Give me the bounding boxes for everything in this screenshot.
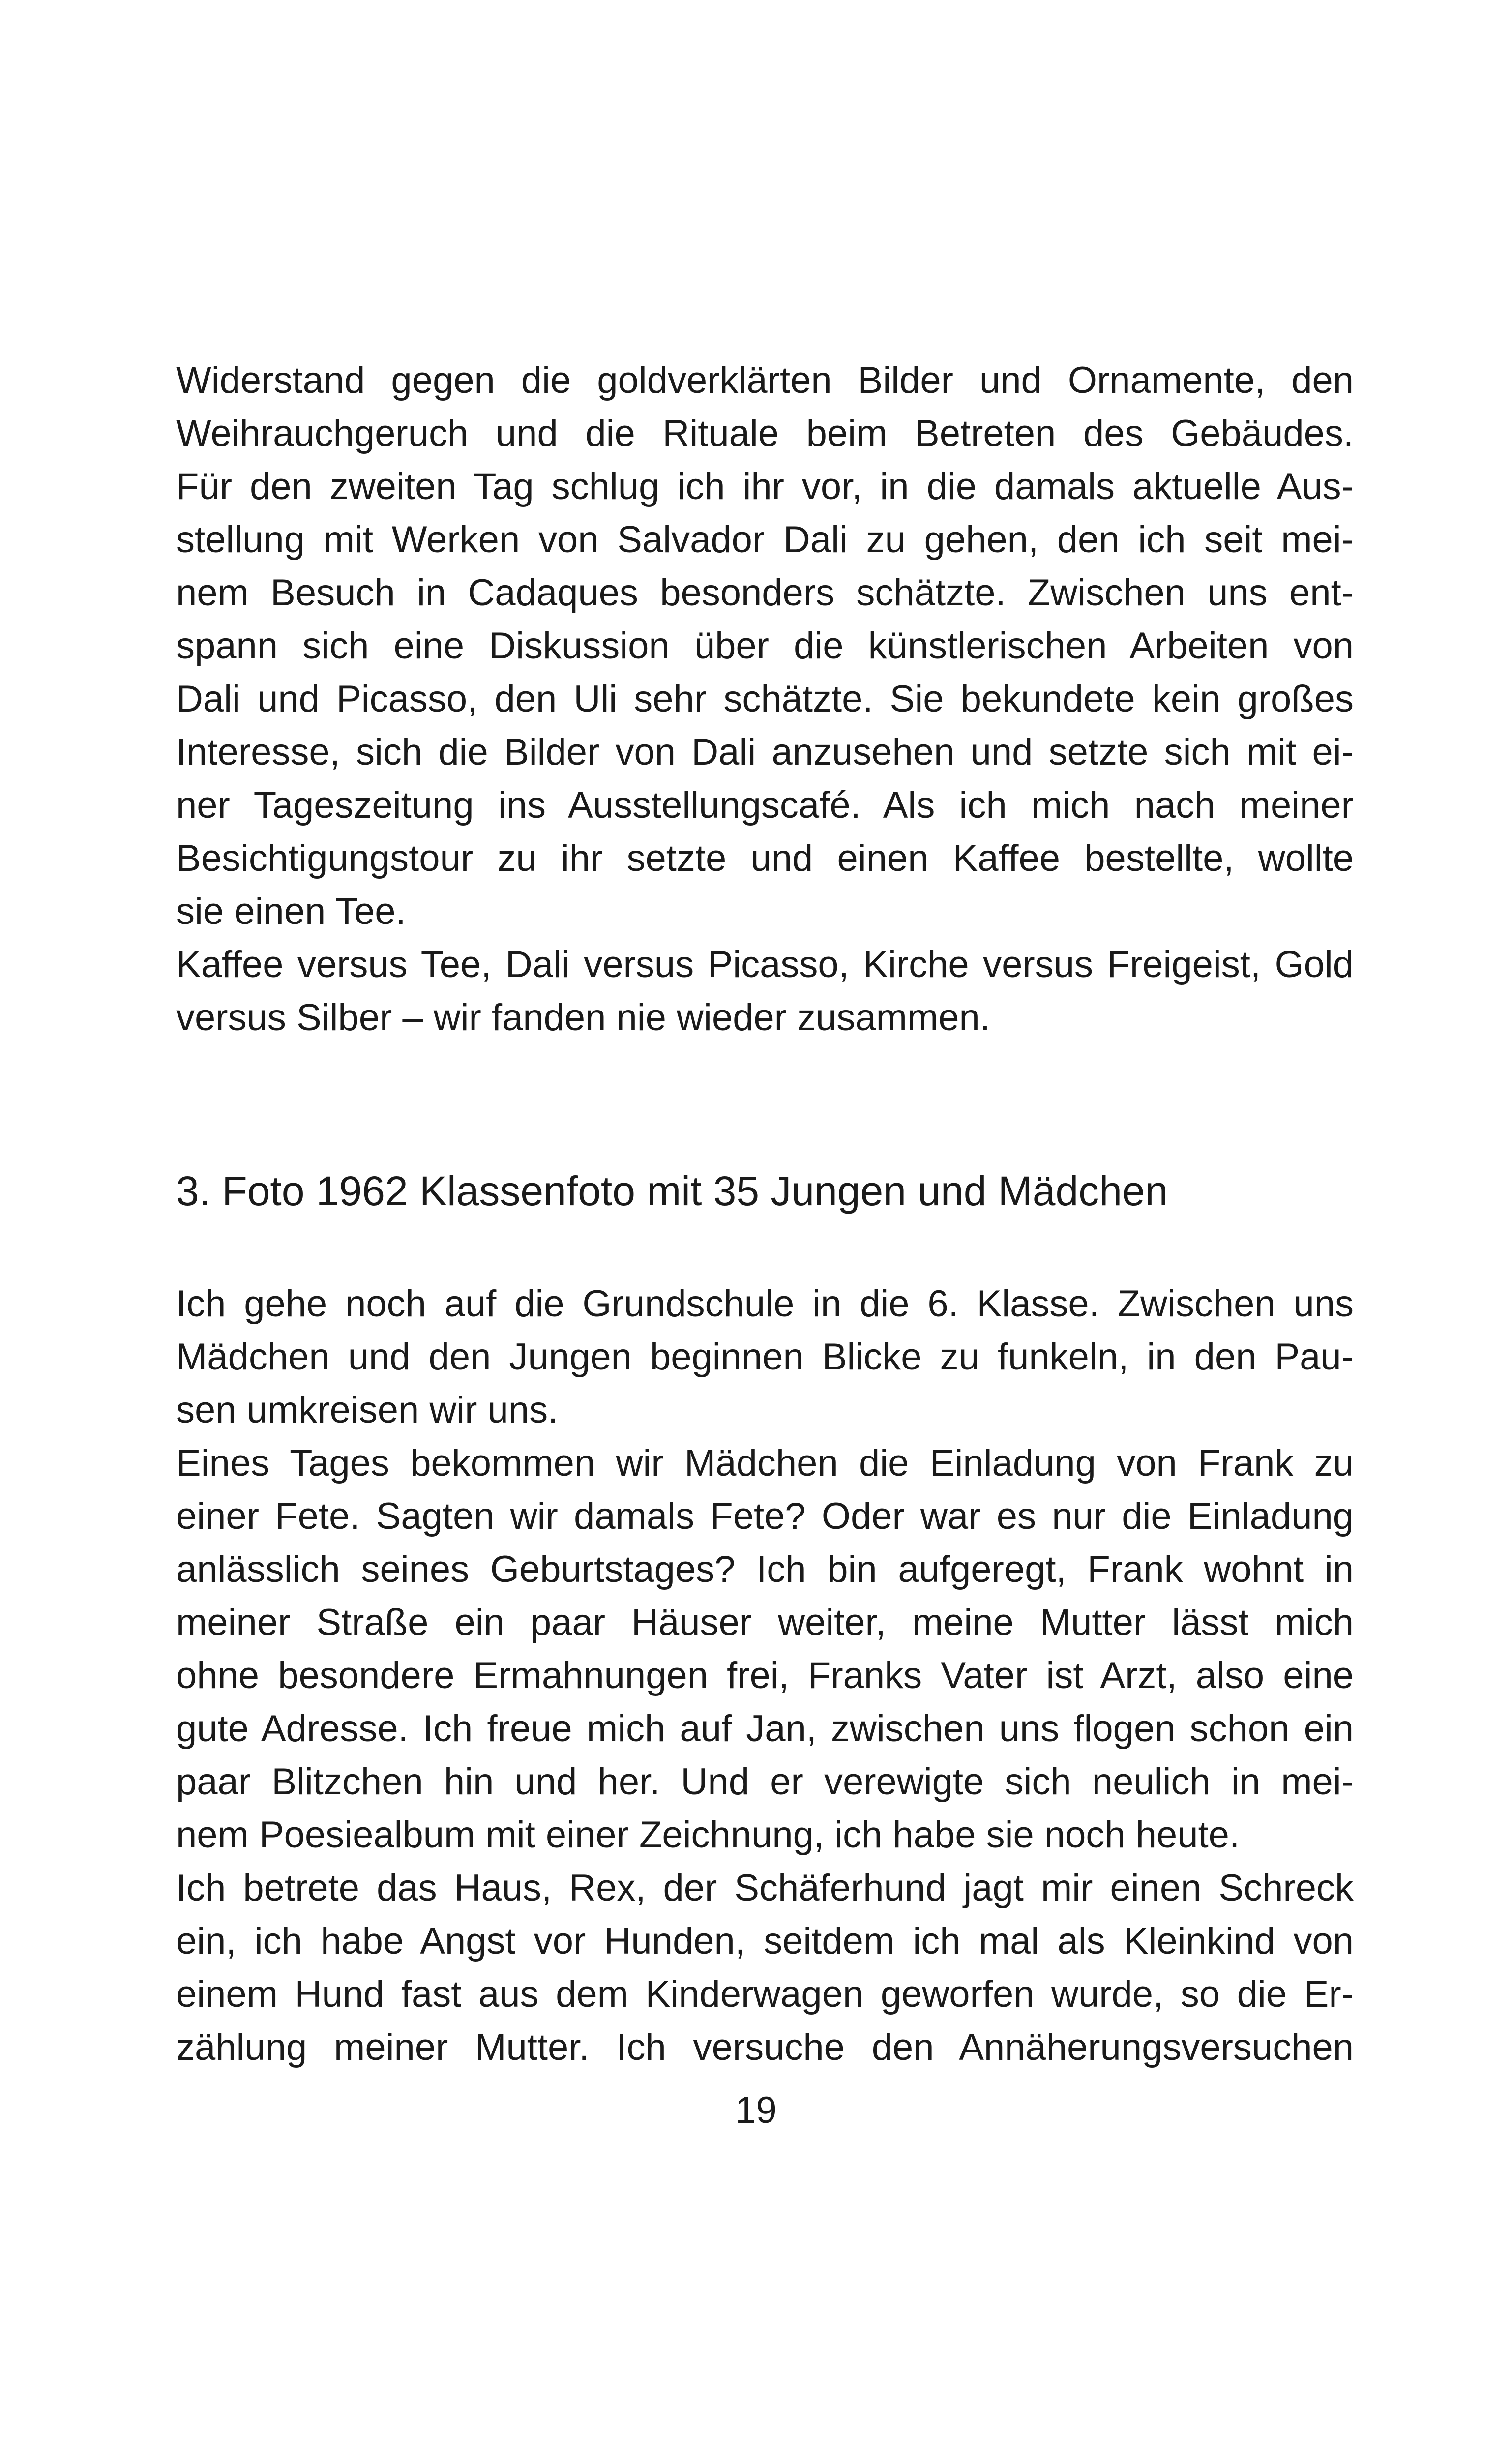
text-line: Eines Tages bekommen wir Mädchen die Einladung von Frank zu	[176, 1442, 1354, 1484]
text-line: nem Poesiealbum mit einer Zeichnung, ich habe sie noch heute.	[176, 1814, 1240, 1856]
text-line: Ich gehe noch auf die Grundschule in die 6. Klasse. Zwischen uns	[176, 1283, 1354, 1325]
text-line: versus Silber – wir fanden nie wieder zusammen.	[176, 997, 990, 1039]
text-line: gute Adresse. Ich freue mich auf Jan, zwischen uns flogen schon ein	[176, 1708, 1354, 1750]
text-line: spann sich eine Diskussion über die künstlerischen Arbeiten von	[176, 625, 1354, 667]
text-line: sen umkreisen wir uns.	[176, 1389, 559, 1431]
text-line: Weihrauchgeruch und die Rituale beim Betreten des Gebäudes.	[176, 413, 1354, 454]
text-line: ner Tageszeitung ins Ausstellungscafé. Als ich mich nach meiner	[176, 784, 1354, 826]
text-line: Dali und Picasso, den Uli sehr schätzte. Sie bekundete kein großes	[176, 678, 1354, 720]
text-line: einem Hund fast aus dem Kinderwagen geworfen wurde, so die Er-	[176, 1973, 1354, 2015]
text-line: meiner Straße ein paar Häuser weiter, meine Mutter lässt mich	[176, 1602, 1354, 1643]
text-line: Kaffee versus Tee, Dali versus Picasso, Kirche versus Freigeist, Gold	[176, 944, 1354, 985]
text-line: ein, ich habe Angst vor Hunden, seitdem ich mal als Kleinkind von	[176, 1920, 1354, 1962]
text-line: Mädchen und den Jungen beginnen Blicke zu funkeln, in den Pau-	[176, 1336, 1354, 1378]
text-line: Für den zweiten Tag schlug ich ihr vor, in die damals aktuelle Aus-	[176, 466, 1354, 507]
text-line: Widerstand gegen die goldverklärten Bilder und Ornamente, den	[176, 359, 1354, 401]
text-line: zählung meiner Mutter. Ich versuche den Annäherungsversuchen	[176, 2026, 1354, 2068]
text-line: einer Fete. Sagten wir damals Fete? Oder war es nur die Einladung	[176, 1495, 1354, 1537]
section-heading: 3. Foto 1962 Klassenfoto mit 35 Jungen und Mädchen	[176, 1168, 1168, 1214]
text-line: Ich betrete das Haus, Rex, der Schäferhund jagt mir einen Schreck	[176, 1867, 1354, 1909]
text-line: ohne besondere Ermahnungen frei, Franks Vater ist Arzt, also eine	[176, 1655, 1354, 1696]
text-line: stellung mit Werken von Salvador Dali zu gehen, den ich seit mei-	[176, 519, 1354, 561]
text-line: paar Blitzchen hin und her. Und er verewigte sich neulich in mei-	[176, 1761, 1354, 1803]
text-line: Besichtigungstour zu ihr setzte und einen Kaffee bestellte, wollte	[176, 837, 1354, 879]
text-line: nem Besuch in Cadaques besonders schätzte. Zwischen uns ent-	[176, 572, 1354, 614]
text-line: sie einen Tee.	[176, 891, 406, 932]
page-number: 19	[735, 2089, 777, 2131]
text-line: Interesse, sich die Bilder von Dali anzusehen und setzte sich mit ei-	[176, 731, 1354, 773]
text-line: anlässlich seines Geburtstages? Ich bin aufgeregt, Frank wohnt in	[176, 1548, 1354, 1590]
